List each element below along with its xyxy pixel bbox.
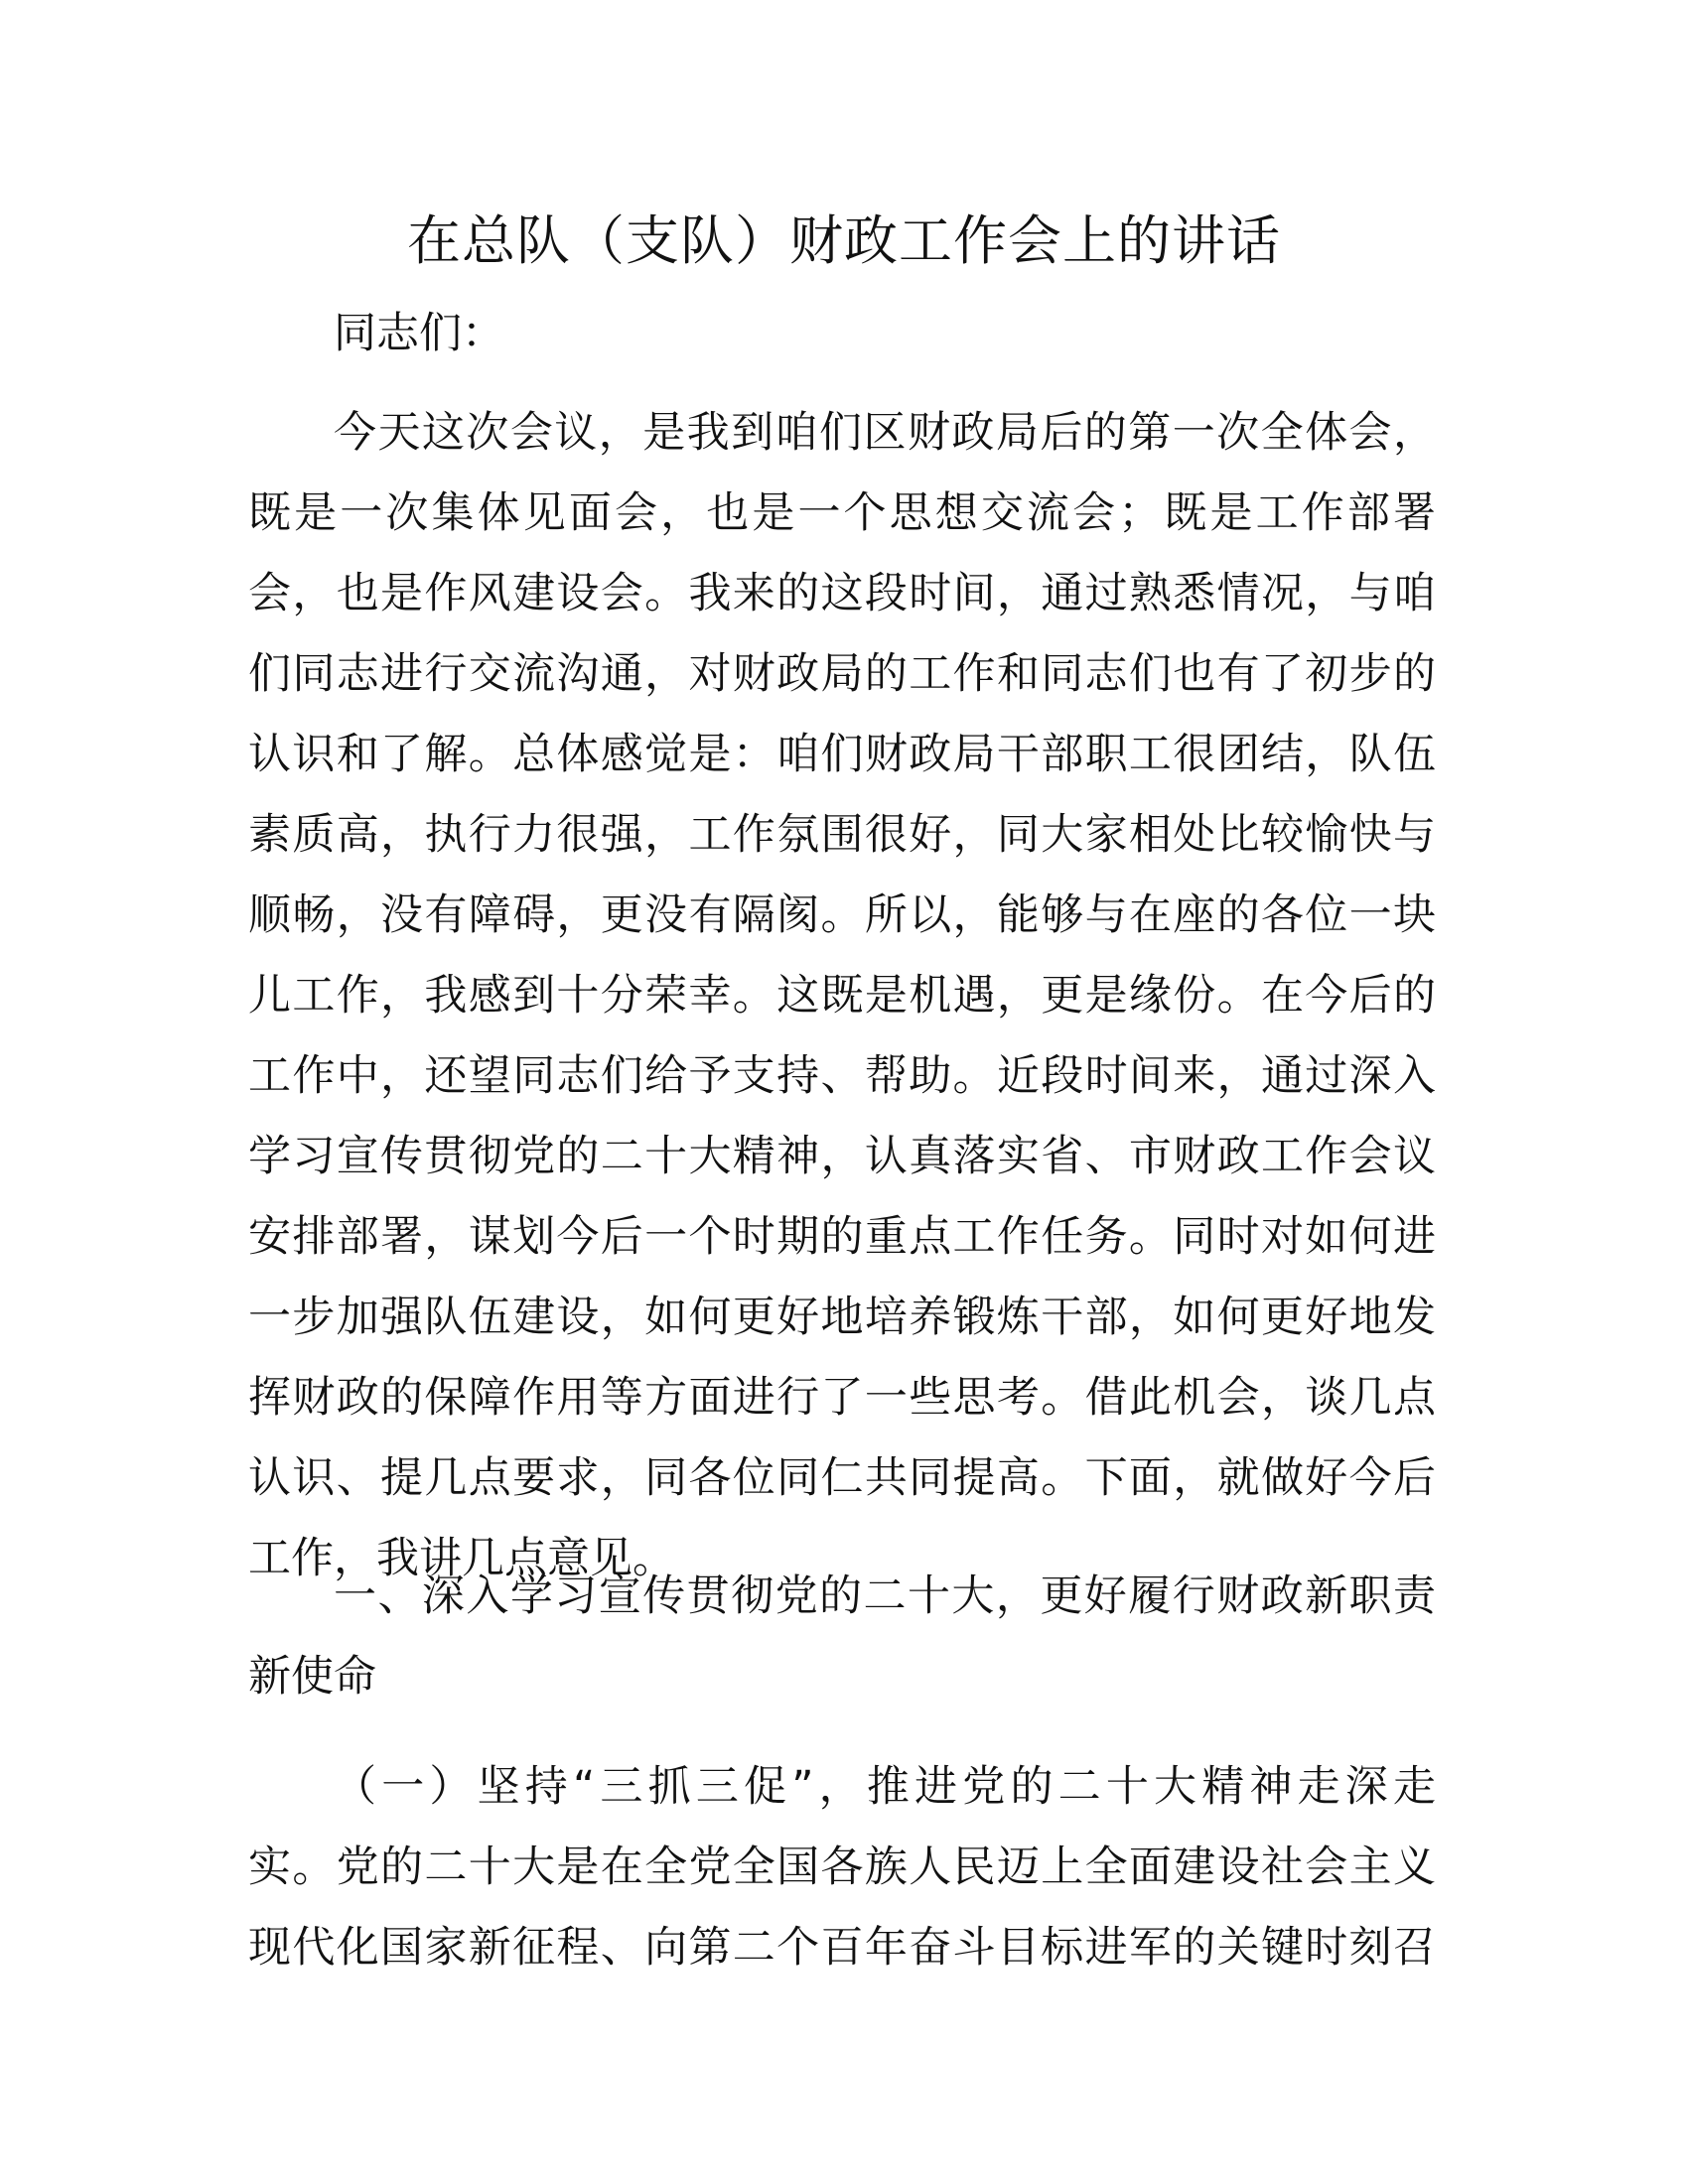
text-line: 工作，我讲几点意见。 (248, 1534, 675, 1583)
text-line: 认识、提几点要求，同各位同仁共同提高。下面，就做好今后 (248, 1453, 1436, 1503)
text-line: （一）坚持“三抓三促”，推进党的二十大精神走深走 (334, 1762, 1436, 1812)
text-line: 既是一次集体见面会，也是一个思想交流会；既是工作部署 (248, 488, 1436, 538)
salutation: 同志们： (334, 309, 504, 358)
text-line: 实。党的二十大是在全党全国各族人民迈上全面建设社会主义 (248, 1843, 1436, 1892)
text-line: 认识和了解。总体感觉是：咱们财政局干部职工很团结，队伍 (248, 730, 1436, 779)
text-line: 安排部署，谋划今后一个时期的重点工作任务。同时对如何进 (248, 1212, 1436, 1262)
text-line: 会，也是作风建设会。我来的这段时间，通过熟悉情况，与咱 (248, 569, 1436, 618)
document-title: 在总队（支队）财政工作会上的讲话 (407, 209, 1281, 272)
text-line: 顺畅，没有障碍，更没有隔阂。所以，能够与在座的各位一块 (248, 890, 1436, 940)
text-line: 工作中，还望同志们给予支持、帮助。近段时间来，通过深入 (248, 1051, 1436, 1101)
heading-line: 一、深入学习宣传贯彻党的二十大，更好履行财政新职责 (334, 1571, 1436, 1621)
text-line: 素质高，执行力很强，工作氛围很好，同大家相处比较愉快与 (248, 810, 1436, 860)
paragraph-opening (248, 393, 1436, 1599)
text-line: 一步加强队伍建设，如何更好地培养锻炼干部，如何更好地发 (248, 1293, 1436, 1342)
text-line: 们同志进行交流沟通，对财政局的工作和同志们也有了初步的 (248, 649, 1436, 699)
paragraph-subsection-1 (248, 1747, 1436, 1988)
text-line: 现代化国家新征程、向第二个百年奋斗目标进军的关键时刻召 (248, 1923, 1436, 1973)
text-line: 挥财政的保障作用等方面进行了一些思考。借此机会，谈几点 (248, 1373, 1436, 1423)
text-line: 学习宣传贯彻党的二十大精神，认真落实省、市财政工作会议 (248, 1132, 1436, 1181)
section-heading-1 (248, 1557, 1436, 1717)
text-line: 儿工作，我感到十分荣幸。这既是机遇，更是缘份。在今后的 (248, 971, 1436, 1021)
heading-line: 新使命 (248, 1652, 376, 1702)
text-line: 今天这次会议，是我到咱们区财政局后的第一次全体会， (334, 408, 1436, 458)
